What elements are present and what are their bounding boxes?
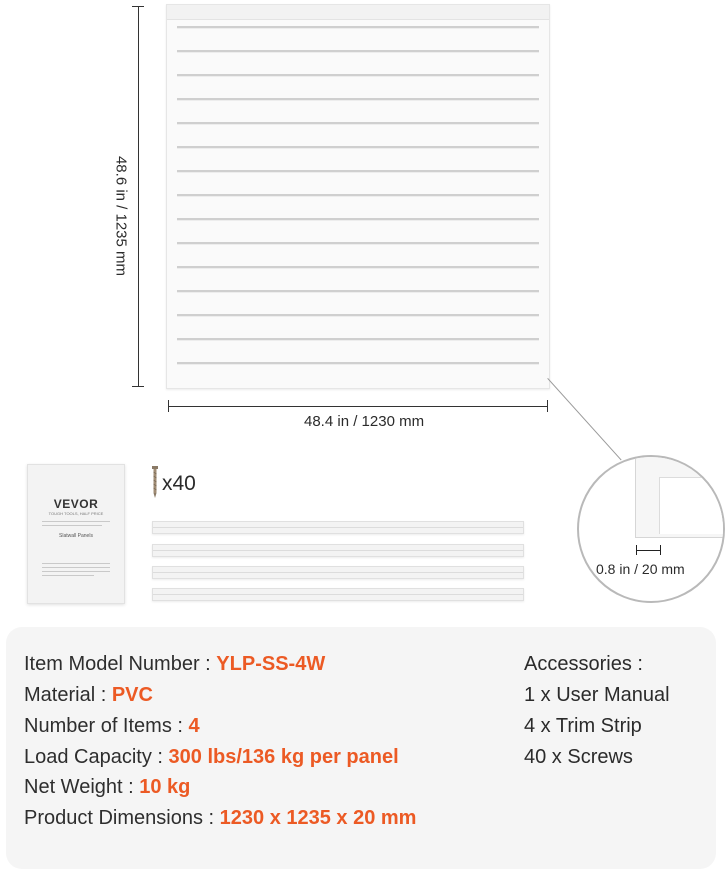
spec-card xyxy=(6,627,716,869)
spec-value: 1230 x 1235 x 20 mm xyxy=(219,807,417,829)
trim-strip-image xyxy=(152,544,524,557)
width-tick-right xyxy=(547,400,548,412)
spec-value: 10 kg xyxy=(139,776,191,798)
edge-zoom-detail xyxy=(577,455,725,603)
thickness-tick-left xyxy=(636,545,637,555)
spec-label: Product Dimensions : xyxy=(24,807,220,829)
manual-text-line xyxy=(42,525,102,526)
panel-slot xyxy=(177,242,539,245)
panel-slot xyxy=(177,122,539,125)
accessory-item: 40 x Screws xyxy=(524,746,633,768)
spec-value: 300 lbs/136 kg per panel xyxy=(168,746,399,768)
panel-slot xyxy=(177,98,539,101)
panel-slot xyxy=(177,314,539,317)
width-dimension-line xyxy=(168,406,548,407)
height-tick-bottom xyxy=(132,386,144,387)
panel-slot xyxy=(177,146,539,149)
panel-slot xyxy=(177,26,539,29)
spec-value: YLP-SS-4W xyxy=(216,653,326,675)
spec-label: Net Weight : xyxy=(24,776,140,798)
manual-tagline: TOUGH TOOLS, HALF PRICE xyxy=(48,511,104,516)
height-label: 48.6 in / 1235 mm xyxy=(112,155,130,277)
spec-value: PVC xyxy=(111,684,153,706)
thickness-label: 0.8 in / 20 mm xyxy=(596,561,685,577)
spec-row-items xyxy=(24,714,200,738)
user-manual-image xyxy=(27,464,125,604)
spec-row-material xyxy=(24,683,153,707)
zoom-connector-line xyxy=(547,378,621,460)
trim-strip-image xyxy=(152,521,524,534)
slatwall-panel-image xyxy=(166,4,550,389)
spec-label: Load Capacity : xyxy=(24,746,169,768)
spec-row-weight xyxy=(24,775,190,799)
panel-slot xyxy=(177,338,539,341)
panel-edge-inner xyxy=(659,477,725,534)
width-label: 48.4 in / 1230 mm xyxy=(304,413,425,430)
manual-title: Slatwall Panels xyxy=(59,533,93,539)
spec-row-dimensions xyxy=(24,806,416,830)
manual-text-line xyxy=(42,521,110,522)
spec-row-load xyxy=(24,745,399,769)
panel-slot xyxy=(177,170,539,173)
panel-slot xyxy=(177,266,539,269)
trim-strip-image xyxy=(152,566,524,579)
panel-slot xyxy=(177,218,539,221)
manual-text-line xyxy=(42,571,110,572)
thickness-tick-right xyxy=(660,545,661,555)
panel-slot xyxy=(177,50,539,53)
manual-text-line xyxy=(42,575,94,576)
manual-text-line xyxy=(42,567,110,568)
trim-strip-image xyxy=(152,588,524,601)
accessory-item: 4 x Trim Strip xyxy=(524,715,642,737)
panel-slot xyxy=(177,290,539,293)
spec-row-model xyxy=(24,652,325,676)
spec-label: Item Model Number : xyxy=(24,653,217,675)
screw-icon xyxy=(152,466,158,498)
spec-label: Material : xyxy=(24,684,112,706)
panel-slot xyxy=(177,362,539,365)
height-dimension-line xyxy=(138,6,139,387)
manual-text-line xyxy=(42,563,110,564)
panel-top-edge xyxy=(167,5,549,20)
spec-value: 4 xyxy=(188,715,200,737)
manual-brand-logo: VEVOR xyxy=(53,497,99,511)
spec-label: Number of Items : xyxy=(24,715,189,737)
thickness-dimension-line xyxy=(636,550,660,551)
accessories-heading: Accessories : xyxy=(524,653,643,675)
panel-slot xyxy=(177,74,539,77)
panel-slot xyxy=(177,194,539,197)
screw-count-label: x40 xyxy=(162,472,196,495)
accessory-item: 1 x User Manual xyxy=(524,684,670,706)
